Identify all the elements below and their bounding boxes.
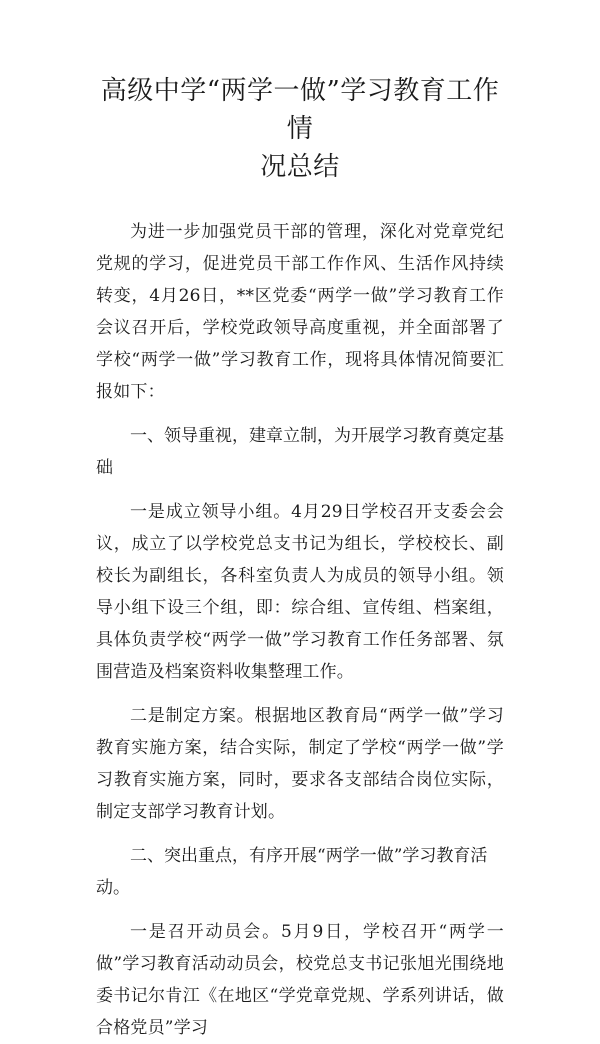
section-heading-1: 一、领导重视，建章立制，为开展学习教育奠定基础	[96, 426, 504, 478]
title-line-1: 高级中学“两学一做”学习教育工作情	[100, 76, 500, 144]
body-paragraph: 一是召开动员会。5月9日，学校召开“两学一做”学习教育活动动员会，校党总支书记张旭光围绕地委书记尔肯江《在地区“学党章党规、学系列讲话，做合格党员”学习	[96, 922, 504, 1038]
section-heading-2: 二、突出重点，有序开展“两学一做”学习教育活动。	[96, 846, 488, 898]
document-title	[96, 72, 504, 186]
body-paragraph: 二是制定方案。根据地区教育局“两学一做”学习教育实施方案，结合实际，制定了学校“两学一做”学习教育实施方案，同时，要求各支部结合岗位实际，制定支部学习教育计划。	[96, 706, 504, 822]
document-body	[96, 216, 504, 1044]
body-paragraph: 一是成立领导小组。4月29日学校召开支委会会议，成立了以学校党总支书记为组长，学校校长、副校长为副组长，各科室负责人为成员的领导小组。领导小组下设三个组，即：综合组、宣传组、档案组，具体负责学校“两学一做”学习教育工作任务部署、氛围营造及档案资料收集整理工作。	[96, 502, 504, 682]
intro-paragraph: 为进一步加强党员干部的管理，深化对党章党纪党规的学习，促进党员干部工作作风、生活作风持续转变，4月26日，**区党委“两学一做”学习教育工作会议召开后，学校党政领导高度重视，并全面部署了学校“两学一做”学习教育工作，现将具体情况简要汇报如下：	[96, 222, 504, 402]
title-line-2: 况总结	[260, 152, 340, 182]
